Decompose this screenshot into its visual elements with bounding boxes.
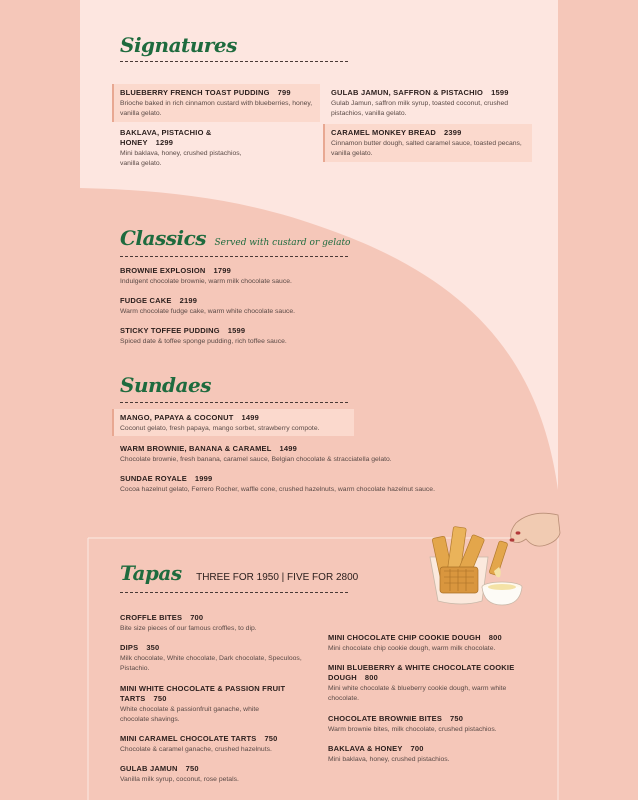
nail — [510, 538, 515, 541]
tapas-divider — [120, 592, 348, 593]
item-description: Chocolate brownie, fresh banana, caramel sauce, Belgian chocolate & stracciatella gelato. — [120, 456, 392, 463]
item-price: 800 — [488, 633, 502, 642]
item-description: Chocolate & caramel ganache, crushed hazelnuts. — [120, 746, 272, 753]
menu-item — [120, 684, 290, 724]
croffle-illustration — [422, 505, 562, 611]
item-name: BAKLAVA, PISTACHIO & HONEY — [120, 128, 212, 147]
item-description: Warm brownie bites, milk chocolate, crushed pistachios. — [328, 726, 497, 733]
item-price: 700 — [190, 613, 204, 622]
item-description: Warm chocolate fudge cake, warm white chocolate sauce. — [120, 308, 296, 315]
item-price: 700 — [410, 744, 424, 753]
item-description: Cinnamon butter dough, salted caramel sauce, toasted pecans, vanilla gelato. — [331, 140, 522, 157]
item-price: 800 — [364, 673, 379, 682]
item-name: MINI WHITE CHOCOLATE & PASSION FRUIT TARTS — [120, 684, 286, 703]
item-description: Gulab Jamun, saffron milk syrup, toasted coconut, crushed pistachios, vanilla gelato. — [331, 100, 509, 117]
classics-heading — [120, 226, 350, 250]
item-price: 1599 — [227, 326, 246, 335]
item-price: 1499 — [279, 444, 298, 453]
tapas-heading — [120, 561, 358, 585]
item-name: BROWNIE EXPLOSION — [120, 266, 206, 275]
item-price: 750 — [153, 694, 167, 703]
hand — [511, 513, 560, 546]
item-name: BLUEBERRY FRENCH TOAST PUDDING — [120, 88, 270, 97]
menu-item — [120, 413, 360, 434]
signatures-title: Signatures — [120, 33, 237, 57]
item-description: Coconut gelato, fresh papaya, mango sorbet, strawberry compote. — [120, 425, 320, 432]
menu-item — [120, 474, 500, 495]
item-name: STICKY TOFFEE PUDDING — [120, 326, 220, 335]
item-description: Mini chocolate chip cookie dough, warm milk chocolate. — [328, 645, 496, 652]
item-price: 2199 — [179, 296, 198, 305]
item-name: DIPS — [120, 643, 139, 652]
menu-item — [328, 714, 538, 735]
item-price: 799 — [277, 88, 291, 97]
item-name: MINI BLUEBERRY & WHITE CHOCOLATE COOKIE DOUGH — [328, 663, 515, 682]
item-price: 750 — [264, 734, 278, 743]
item-name: CROFFLE BITES — [120, 613, 183, 622]
sundaes-title: Sundaes — [120, 373, 211, 397]
signatures-divider — [120, 61, 348, 62]
classics-title: Classics — [120, 226, 207, 250]
item-name: SUNDAE ROYALE — [120, 474, 187, 483]
item-description: Mini white chocolate & blueberry cookie dough, warm white chocolate. — [328, 685, 507, 702]
item-description: Mini baklava, honey, crushed pistachios, vanilla gelato. — [120, 150, 242, 167]
menu-item — [328, 633, 538, 654]
item-name: MANGO, PAPAYA & COCONUT — [120, 413, 234, 422]
item-name: MINI CHOCOLATE CHIP COOKIE DOUGH — [328, 633, 481, 642]
menu-item — [120, 643, 310, 673]
menu-item — [120, 764, 320, 785]
menu-item — [120, 613, 320, 634]
tapas-offer: THREE FOR 1950 | FIVE FOR 2800 — [196, 572, 359, 583]
item-price: 1299 — [155, 138, 174, 147]
item-description: Bite size pieces of our famous croffles, to dip. — [120, 625, 257, 632]
item-price: 750 — [450, 714, 464, 723]
menu-item — [331, 88, 531, 118]
item-description: Milk chocolate, White chocolate, Dark chocolate, Speculoos, Pistachio. — [120, 655, 302, 672]
item-name: CARAMEL MONKEY BREAD — [331, 128, 436, 137]
menu-item — [328, 663, 518, 703]
sauce — [488, 584, 516, 590]
menu-item — [328, 744, 538, 765]
menu-item — [120, 88, 320, 118]
classics-divider — [120, 256, 348, 257]
item-description: Spiced date & toffee sponge pudding, rich toffee sauce. — [120, 338, 287, 345]
item-description: White chocolate & passionfruit ganache, white chocolate shavings. — [120, 706, 260, 723]
menu-item — [331, 128, 527, 158]
menu-item — [120, 266, 380, 287]
item-name: GULAB JAMUN — [120, 764, 178, 773]
item-name: BAKLAVA & HONEY — [328, 744, 403, 753]
item-price: 2399 — [443, 128, 462, 137]
menu-item — [120, 296, 380, 317]
item-description: Mini baklava, honey, crushed pistachios. — [328, 756, 450, 763]
item-name: FUDGE CAKE — [120, 296, 172, 305]
item-name: WARM BROWNIE, BANANA & CARAMEL — [120, 444, 272, 453]
item-description: Indulgent chocolate brownie, warm milk chocolate sauce. — [120, 278, 292, 285]
item-description: Cocoa hazelnut gelato, Ferrero Rocher, waffle cone, crushed hazelnuts, warm chocolate hazelnut sauce. — [120, 486, 435, 493]
classics-subtitle: Served with custard or gelato — [214, 238, 351, 248]
sundaes-divider — [120, 402, 348, 403]
item-price: 1799 — [213, 266, 231, 275]
menu-item — [120, 444, 480, 465]
menu-item — [120, 734, 320, 755]
menu-item — [120, 128, 260, 168]
item-description: Vanilla milk syrup, coconut, rose petals. — [120, 776, 239, 783]
tapas-title: Tapas — [120, 561, 182, 585]
item-price: 1499 — [241, 413, 260, 422]
item-price: 1599 — [491, 88, 509, 97]
menu-item — [120, 326, 380, 347]
item-name: CHOCOLATE BROWNIE BITES — [328, 714, 443, 723]
item-name: GULAB JAMUN, SAFFRON & PISTACHIO — [331, 88, 484, 97]
item-price: 750 — [185, 764, 199, 773]
item-name: MINI CARAMEL CHOCOLATE TARTS — [120, 734, 257, 743]
nail — [516, 531, 521, 534]
item-description: Brioche baked in rich cinnamon custard with blueberries, honey, vanilla gelato. — [120, 100, 313, 117]
item-price: 1999 — [194, 474, 213, 483]
item-price: 350 — [146, 643, 160, 652]
